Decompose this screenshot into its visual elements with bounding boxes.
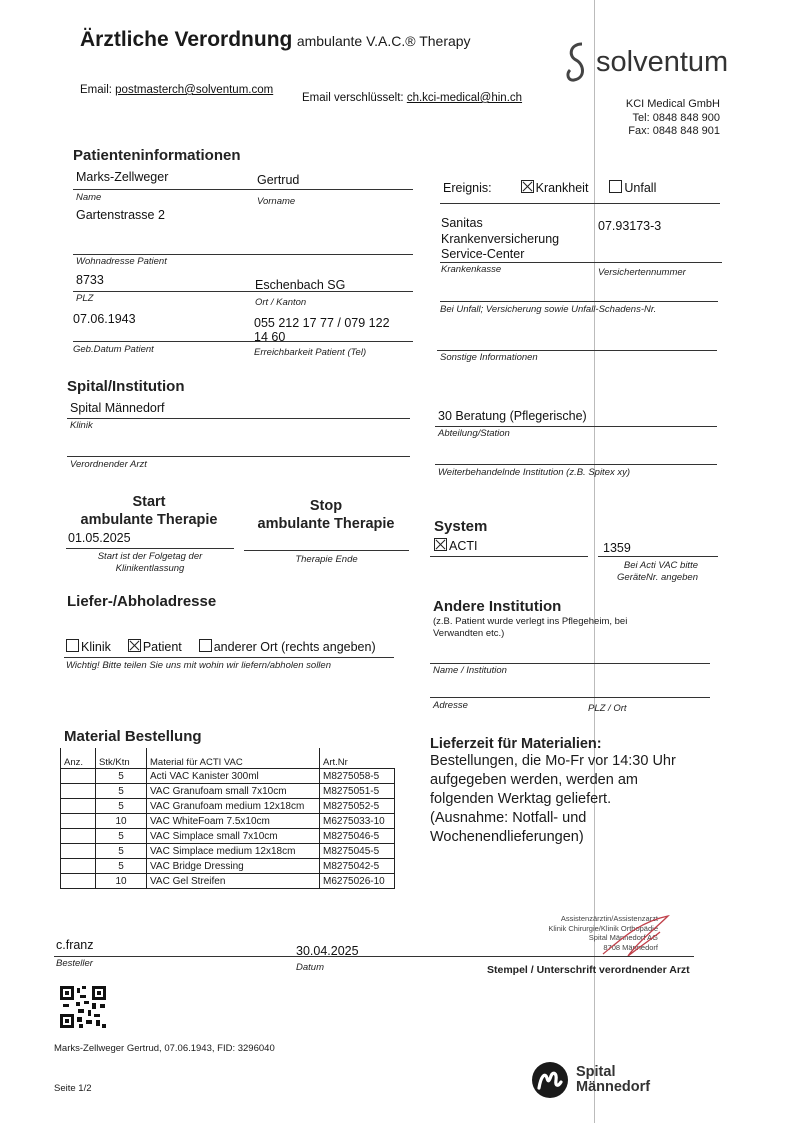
institution-name-line: [430, 663, 710, 664]
clinic-label: Klinik: [70, 420, 93, 431]
address-label: Wohnadresse Patient: [76, 256, 167, 267]
fold-line: [594, 0, 595, 1123]
article-cell: M6275033-10: [320, 814, 395, 829]
event-line: [440, 203, 720, 204]
stop-heading: Stop ambulante Therapie: [257, 498, 395, 532]
article-cell: M8275042-5: [320, 859, 395, 874]
page-title: [80, 28, 471, 52]
pack-cell: 5: [96, 829, 147, 844]
device-line: [598, 556, 718, 557]
orderer-value: c.franz: [56, 938, 94, 952]
date-label: Datum: [296, 962, 324, 973]
material-heading: Material Bestellung: [64, 728, 202, 745]
material-cell: VAC Simplace small 7x10cm: [147, 829, 320, 844]
system-option: ACTI: [434, 538, 477, 553]
company-name: KCI Medical GmbH: [625, 98, 720, 110]
other-institution-note: (z.B. Patient wurde verlegt ins Pflegeheim, bei Verwandten etc.): [433, 616, 628, 639]
title-sub: ambulante V.A.C.® Therapy: [296, 33, 471, 49]
table-row: [61, 784, 395, 799]
delivery-note: Wichtig! Bitte teilen Sie uns mit wohin wir liefern/abholen sollen: [66, 660, 331, 671]
name-line: [73, 189, 413, 190]
acti-checkbox[interactable]: [434, 538, 447, 551]
delivery-time-line: Bestellungen, die Mo-Fr vor 14:30 Uhr: [430, 753, 676, 769]
other-info-label: Sonstige Informationen: [440, 352, 538, 363]
pack-cell: 5: [96, 844, 147, 859]
institution-zip-label: PLZ / Ort: [588, 703, 627, 714]
doctor-stamp: Assistenzärztin/Assistenzarzt Klinik Chirurgie/Klinik Orthopädie Spital Männedorf AG 8708 Männedorf: [548, 914, 658, 952]
device-number: 1359: [603, 541, 631, 555]
patient-dob: 07.06.1943: [73, 312, 136, 326]
institution-name-label: Name / Institution: [433, 665, 507, 676]
table-row: [61, 769, 395, 784]
insurer-label: Krankenkasse: [441, 264, 502, 275]
pack-cell: 10: [96, 814, 147, 829]
hospital-logo: Spital Männedorf: [530, 1060, 650, 1100]
start-note: Start ist der Folgetag der Klinikentlassung: [97, 551, 203, 574]
signature-label: Stempel / Unterschrift verordnender Arzt: [487, 964, 690, 976]
qty-cell[interactable]: [61, 814, 96, 829]
patient-city: Eschenbach SG: [255, 278, 346, 292]
qty-cell[interactable]: [61, 799, 96, 814]
company-fax: Fax: 0848 848 901: [628, 125, 720, 137]
patient-heading: Patienteninformationen: [73, 147, 241, 164]
system-line: [430, 556, 588, 557]
address-line: [73, 254, 413, 255]
firstname-label: Vorname: [257, 196, 296, 207]
system-heading: System: [434, 518, 488, 535]
clinic-value: Spital Männedorf: [70, 401, 165, 415]
delivery-time-line: folgenden Werktag geliefert.: [430, 791, 612, 807]
insurance-number: 07.93173-3: [598, 219, 662, 233]
pack-cell: 5: [96, 859, 147, 874]
delivery-patient-checkbox[interactable]: [128, 639, 141, 652]
qty-cell[interactable]: [61, 829, 96, 844]
material-cell: VAC Gel Streifen: [147, 874, 320, 889]
name-label: Name: [76, 192, 102, 203]
brand-name: solventum: [596, 45, 729, 78]
qty-cell[interactable]: [61, 874, 96, 889]
pack-cell: 10: [96, 874, 147, 889]
dob-line: [73, 341, 413, 342]
accident-line: [440, 301, 718, 302]
delivery-time-heading: Lieferzeit für Materialien:: [430, 736, 602, 752]
qty-cell[interactable]: [61, 769, 96, 784]
material-cell: VAC WhiteFoam 7.5x10cm: [147, 814, 320, 829]
patient-name: Marks-Zellweger: [76, 170, 169, 184]
article-cell: M8275052-5: [320, 799, 395, 814]
solventum-s-icon: [562, 38, 592, 86]
solventum-logo: [562, 38, 728, 86]
material-cell: VAC Bridge Dressing: [147, 859, 320, 874]
followup-label: Weiterbehandelnde Institution (z.B. Spitex xy): [438, 467, 631, 478]
article-cell: M8275058-5: [320, 769, 395, 784]
table-row: [61, 844, 395, 859]
article-cell: M8275051-5: [320, 784, 395, 799]
email-encrypted-link[interactable]: ch.kci-medical@hin.ch: [406, 92, 523, 104]
patient-firstname: Gertrud: [257, 173, 300, 187]
start-date: 01.05.2025: [68, 531, 131, 545]
accident-checkbox[interactable]: [609, 180, 622, 193]
start-line: [66, 548, 234, 549]
signature-scribble: [598, 912, 678, 962]
table-row: [61, 829, 395, 844]
pack-cell: 5: [96, 799, 147, 814]
table-row: [61, 859, 395, 874]
email-row: Email: postmasterch@solventum.com: [80, 84, 274, 96]
zip-line: [73, 291, 413, 292]
date-value: 30.04.2025: [296, 944, 359, 958]
delivery-time-line: aufgegeben werden, werden am: [430, 772, 638, 788]
institution-address-label: Adresse: [433, 700, 468, 711]
insurer-line: [440, 262, 722, 263]
phone-label: Erreichbarkeit Patient (Tel): [254, 347, 367, 358]
institution-address-line: [430, 697, 710, 698]
email-link[interactable]: postmasterch@solventum.com: [115, 84, 274, 96]
col-art: Art.Nr: [320, 748, 395, 769]
delivery-time-line: (Ausnahme: Notfall- und: [430, 810, 587, 826]
dob-label: Geb.Datum Patient: [73, 344, 154, 355]
article-cell: M8275045-5: [320, 844, 395, 859]
delivery-clinic-checkbox[interactable]: [66, 639, 79, 652]
title-main: Ärztliche Verordnung: [80, 28, 293, 51]
orderer-label: Besteller: [56, 958, 93, 969]
pack-cell: 5: [96, 784, 147, 799]
other-info-line: [437, 350, 717, 351]
table-row: [61, 814, 395, 829]
patient-zip: 8733: [76, 273, 104, 287]
article-cell: M6275026-10: [320, 874, 395, 889]
followup-line: [435, 464, 717, 465]
company-info: [600, 98, 720, 139]
material-table: [60, 748, 395, 889]
delivery-heading: Liefer-/Abholadresse: [67, 593, 217, 610]
accident-label: Bei Unfall; Versicherung sowie Unfall-Schadens-Nr.: [440, 304, 657, 315]
delivery-time-text: [430, 752, 730, 847]
material-header-row: [61, 748, 395, 769]
delivery-time-block: [430, 736, 730, 847]
stop-label: Therapie Ende: [295, 554, 358, 565]
material-cell: VAC Granufoam medium 12x18cm: [147, 799, 320, 814]
company-tel: Tel: 0848 848 900: [632, 111, 720, 124]
spital-maennedorf-logo-icon: [530, 1060, 570, 1100]
table-row: [61, 874, 395, 889]
department-value: 30 Beratung (Pflegerische): [438, 409, 587, 423]
illness-checkbox[interactable]: [521, 180, 534, 193]
department-line: [435, 426, 717, 427]
patient-address: Gartenstrasse 2: [76, 208, 165, 222]
doctor-label: Verordnender Arzt: [70, 459, 147, 470]
table-row: [61, 799, 395, 814]
col-anz: Anz.: [61, 748, 96, 769]
col-stk: Stk/Ktn: [96, 748, 147, 769]
article-cell: M8275046-5: [320, 829, 395, 844]
delivery-other-checkbox[interactable]: [199, 639, 212, 652]
pack-cell: 5: [96, 769, 147, 784]
clinic-line: [67, 418, 410, 419]
insurer-name: Sanitas Krankenversicherung Service-Center: [441, 216, 560, 261]
qty-cell[interactable]: [61, 844, 96, 859]
hospital-heading: Spital/Institution: [67, 378, 185, 395]
insurance-number-label: Versichertennummer: [598, 267, 686, 278]
stop-line: [244, 550, 409, 551]
device-note: Bei Acti VAC bitte GeräteNr. angeben: [617, 560, 698, 583]
material-cell: VAC Granufoam small 7x10cm: [147, 784, 320, 799]
zip-label: PLZ: [76, 293, 94, 304]
qty-cell[interactable]: [61, 784, 96, 799]
email-encrypted-row: Email verschlüsselt: ch.kci-medical@hin.ch: [302, 92, 523, 104]
qr-code-icon: [60, 986, 106, 1028]
delivery-options: Klinik Patient anderer Ort (rechts angeben): [66, 639, 376, 654]
start-heading: Start ambulante Therapie: [80, 494, 218, 528]
page-number: Seite 1/2: [54, 1083, 92, 1094]
doctor-line: [67, 456, 410, 457]
patient-phone: 055 212 17 77 / 079 122 14 60: [254, 316, 390, 344]
patient-footer-line: Marks-Zellweger Gertrud, 07.06.1943, FID: 3296040: [54, 1043, 275, 1054]
col-material: Material für ACTI VAC: [147, 748, 320, 769]
delivery-line: [64, 657, 394, 658]
qty-cell[interactable]: [61, 859, 96, 874]
delivery-time-line: Wochenendlieferungen): [430, 829, 584, 845]
city-label: Ort / Kanton: [255, 297, 307, 308]
event-row: Ereignis: Krankheit Unfall: [443, 181, 657, 195]
material-cell: Acti VAC Kanister 300ml: [147, 769, 320, 784]
footer-line: [54, 956, 694, 957]
material-cell: VAC Simplace medium 12x18cm: [147, 844, 320, 859]
other-institution-heading: Andere Institution: [433, 598, 562, 615]
department-label: Abteilung/Station: [438, 428, 510, 439]
